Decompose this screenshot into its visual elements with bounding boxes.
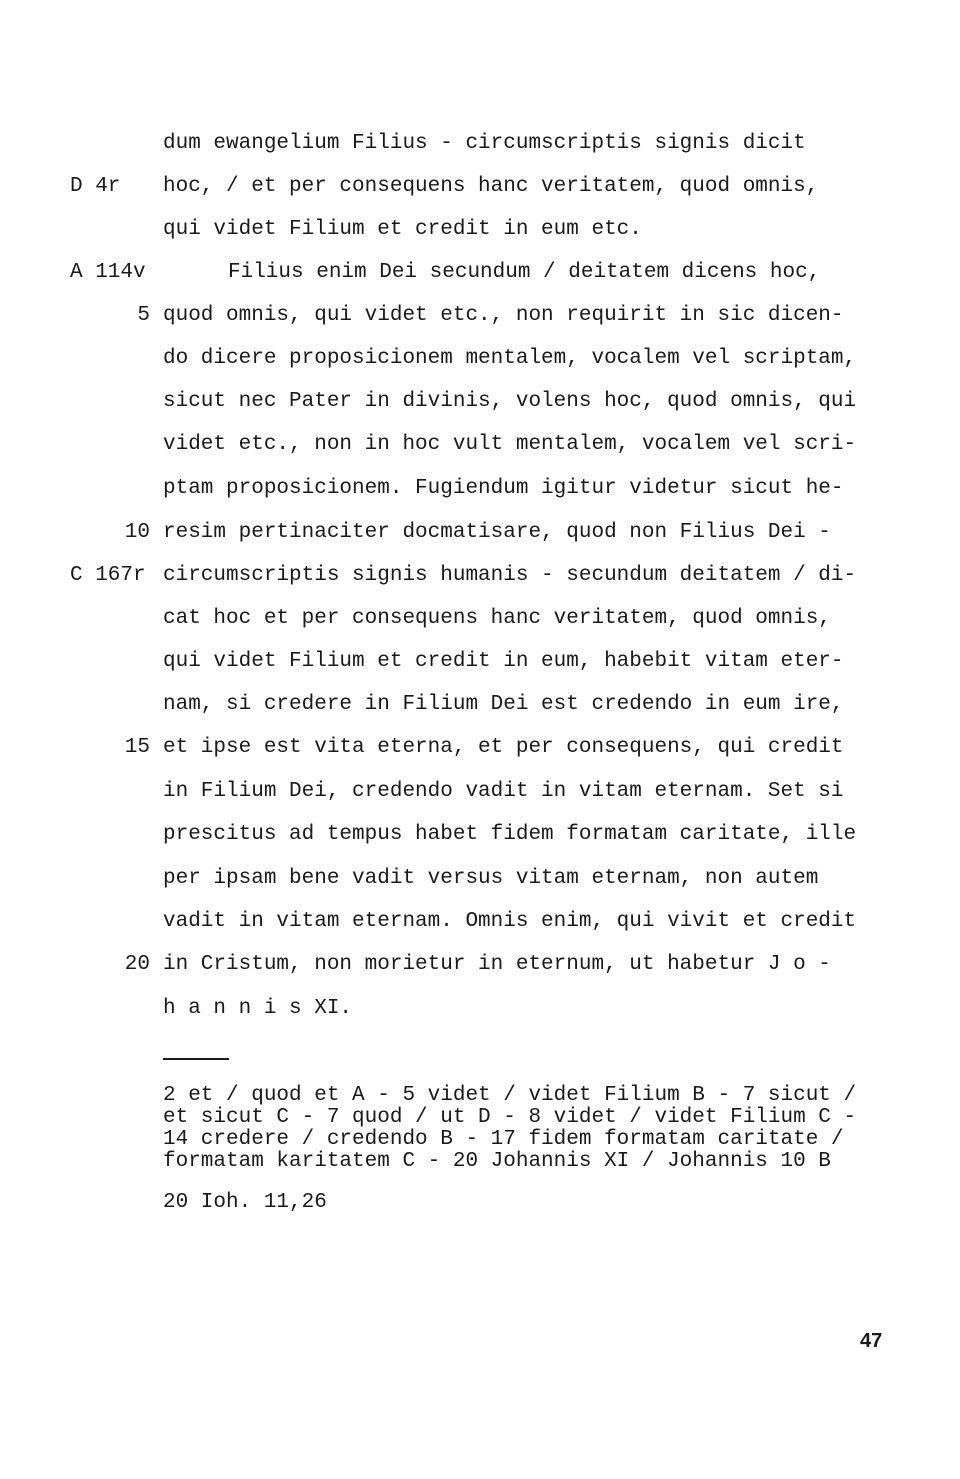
line-text: nam, si credere in Filium Dei est credendo in eum ire, [163,693,844,716]
line-text: quod omnis, qui videt etc., non requirit in sic dicen- [163,304,844,327]
manuscript-reference: C 167r [70,564,146,587]
page-number: 47 [860,1330,883,1352]
line-text: qui videt Filium et credit in eum, habebit vitam eter- [163,650,844,673]
text-line-10 [0,518,960,548]
line-number: 5 [137,304,150,327]
line-text: h a n n i s XI. [163,997,353,1020]
line-text: resim pertinaciter docmatisare, quod non Filius Dei - [163,521,831,544]
line-text: hoc, / et per consequens hanc veritatem, quod omnis, [163,175,819,198]
source-note: 20 Ioh. 11,26 [163,1191,327,1214]
line-text: vadit in vitam eternam. Omnis enim, qui vivit et credit [163,910,857,933]
line-number: 10 [124,521,150,544]
line-text: per ipsam bene vadit versus vitam eternam, non autem [163,867,819,890]
line-number: 20 [124,953,150,976]
line-text: sicut nec Pater in divinis, volens hoc, quod omnis, qui [163,390,857,413]
line-text: circumscriptis signis humanis - secundum deitatem / di- [163,564,857,587]
text-line-5 [0,301,960,331]
text-line-15 [0,733,960,763]
apparatus-line: et sicut C - 7 quod / ut D - 8 videt / videt Filium C - [163,1106,857,1129]
manuscript-reference: D 4r [70,175,121,198]
manuscript-reference: A 114v [70,261,146,284]
line-number: 15 [124,736,150,759]
line-text: Filius enim Dei secundum / deitatem dicens hoc, [228,261,821,284]
line-text: in Cristum, non morietur in eternum, ut habetur J o - [163,953,831,976]
footnote-separator [163,1058,229,1060]
line-text: et ipse est vita eterna, et per consequens, qui credit [163,736,844,759]
line-text: qui videt Filium et credit in eum etc. [163,218,642,241]
line-text: in Filium Dei, credendo vadit in vitam eternam. Set si [163,780,844,803]
apparatus-line: 2 et / quod et A - 5 videt / videt Filium B - 7 sicut / [163,1084,857,1107]
line-text: prescitus ad tempus habet fidem formatam caritate, ille [163,823,857,846]
apparatus-line: 14 credere / credendo B - 17 fidem formatam caritate / [163,1128,844,1151]
apparatus-line: formatam karitatem C - 20 Johannis XI / Johannis 10 B [163,1150,831,1173]
text-line-20 [0,950,960,980]
line-text: videt etc., non in hoc vult mentalem, vocalem vel scri- [163,433,857,456]
line-text: do dicere proposicionem mentalem, vocalem vel scriptam, [163,347,857,370]
line-text: cat hoc et per consequens hanc veritatem, quod omnis, [163,607,831,630]
line-text: ptam proposicionem. Fugiendum igitur videtur sicut he- [163,477,844,500]
line-text: dum ewangelium Filius - circumscriptis signis dicit [163,132,806,155]
